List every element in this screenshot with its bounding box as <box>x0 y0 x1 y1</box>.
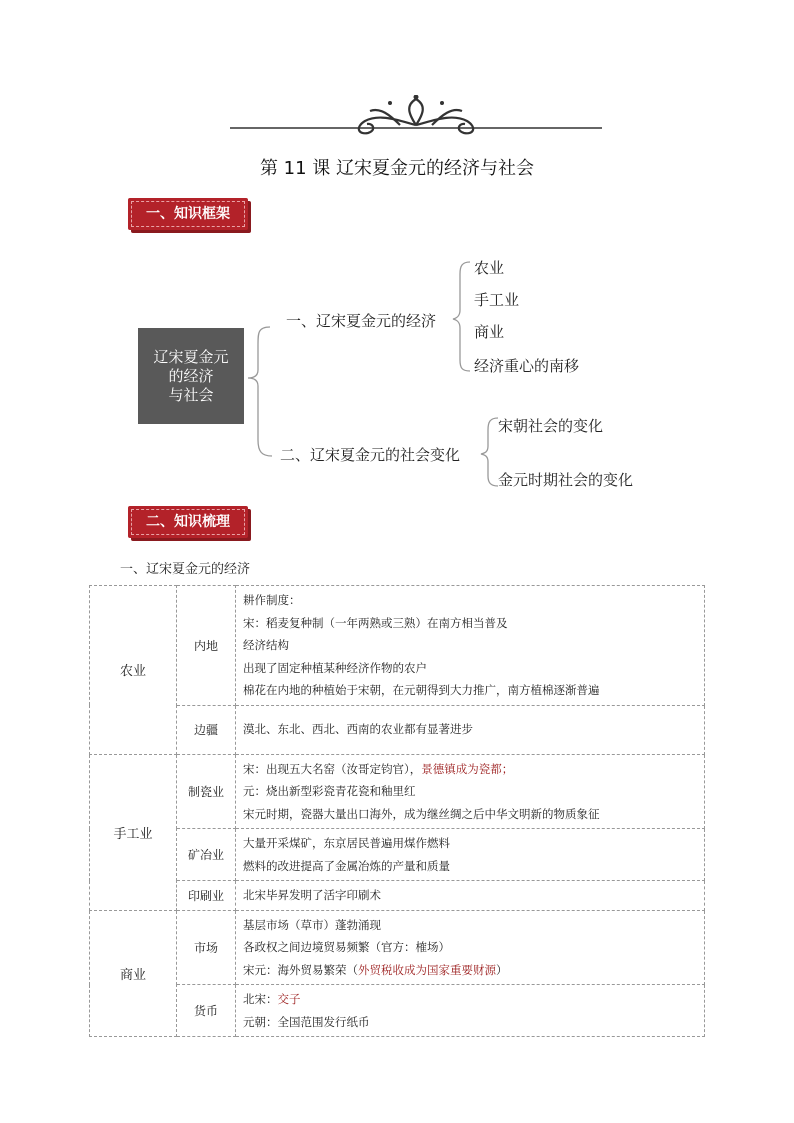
table-category: 手工业 <box>90 754 177 910</box>
table-content <box>236 985 705 1037</box>
table-row <box>90 705 705 754</box>
page-title: 第 11 课 辽宋夏金元的经济与社会 <box>259 158 535 179</box>
content-text: 宋：出现五大名窑（汝哥定钧官）， <box>243 761 422 776</box>
table-row <box>90 985 705 1037</box>
table-row <box>90 881 705 911</box>
content-line: 基层市场（草市）蓬勃涌现 <box>243 917 381 932</box>
content-line: 大量开采煤矿，东京居民普遍用煤作燃料 <box>243 836 450 850</box>
content-line: 北宋毕昇发明了活字印刷术 <box>243 888 381 902</box>
table-content <box>236 586 705 706</box>
subsection-title: 一、辽宋夏金元的经济 <box>120 562 251 577</box>
mindmap-branch-economy: 一、辽宋夏金元的经济 <box>286 312 437 330</box>
mindmap-leaf: 农业 <box>474 259 505 277</box>
mindmap-root-line: 与社会 <box>168 385 214 404</box>
brace-root <box>248 327 272 456</box>
mindmap-branch-society: 二、辽宋夏金元的社会变化 <box>280 446 461 464</box>
mindmap-root-line: 的经济 <box>168 366 214 385</box>
table-subcategory: 市场 <box>177 910 236 985</box>
section-tag-framework: 一、知识框架 <box>128 198 248 230</box>
mindmap-leaf: 金元时期社会的变化 <box>498 471 634 489</box>
mindmap-root <box>138 328 244 424</box>
mindmap-leaf: 手工业 <box>474 291 520 309</box>
table-subcategory: 制瓷业 <box>177 754 236 829</box>
content-line: 各政权之间边境贸易频繁（官方：榷场） <box>243 940 450 954</box>
table-row <box>90 754 705 829</box>
content-line: 元：烧出新型彩瓷青花瓷和釉里红 <box>243 784 416 798</box>
table-category: 商业 <box>90 910 177 1037</box>
highlight-text: 交子 <box>277 992 301 1006</box>
table-subcategory: 印刷业 <box>177 881 236 911</box>
brace-branch1 <box>453 262 470 371</box>
table-content <box>236 829 705 881</box>
brace-branch2 <box>481 418 498 486</box>
table-content <box>236 754 705 829</box>
content-text: 北宋： <box>243 992 278 1006</box>
mindmap-leaf: 宋朝社会的变化 <box>498 417 604 435</box>
highlight-text: 外贸税收成为国家重要财源 <box>358 962 496 977</box>
content-text: ） <box>496 962 508 977</box>
highlight-text: 景德镇成为瓷都； <box>421 761 514 776</box>
content-line: 漠北、东北、西北、西南的农业都有显著进步 <box>243 722 473 737</box>
content-line: 宋：稻麦复种制（一年两熟或三熟）在南方相当普及 <box>243 615 508 630</box>
table-category: 农业 <box>90 586 177 755</box>
content-line: 经济结构 <box>243 638 289 652</box>
content-line <box>243 758 697 781</box>
content-line: 燃料的改进提高了金属冶炼的产量和质量 <box>243 858 450 873</box>
economy-table <box>89 585 705 1037</box>
mindmap-leaf: 经济重心的南移 <box>474 357 580 375</box>
table-content <box>236 705 705 754</box>
mindmap-root-line: 辽宋夏金元 <box>153 347 229 366</box>
content-text: 宋元：海外贸易繁荣（ <box>243 962 358 977</box>
table-subcategory: 边疆 <box>177 705 236 754</box>
table-content <box>236 881 705 911</box>
table-content <box>236 910 705 985</box>
section-tag-review: 二、知识梳理 <box>128 506 248 538</box>
table-row <box>90 829 705 881</box>
content-line: 元朝：全国范围发行纸币 <box>243 1014 370 1029</box>
content-line <box>243 959 697 982</box>
table-subcategory: 矿冶业 <box>177 829 236 881</box>
content-line: 耕作制度： <box>243 593 301 607</box>
table-row <box>90 586 705 706</box>
content-line: 宋元时期，瓷器大量出口海外，成为继丝绸之后中华文明新的物质象征 <box>243 806 600 821</box>
ornament-divider <box>230 95 602 139</box>
content-line <box>243 988 697 1011</box>
table-subcategory: 内地 <box>177 586 236 706</box>
content-line: 棉花在内地的种植始于宋朝，在元朝得到大力推广，南方植棉逐渐普遍 <box>243 683 600 697</box>
table-row <box>90 910 705 985</box>
content-line: 出现了固定种植某种经济作物的农户 <box>243 660 427 675</box>
table-subcategory: 货币 <box>177 985 236 1037</box>
mindmap-leaf: 商业 <box>474 323 505 341</box>
